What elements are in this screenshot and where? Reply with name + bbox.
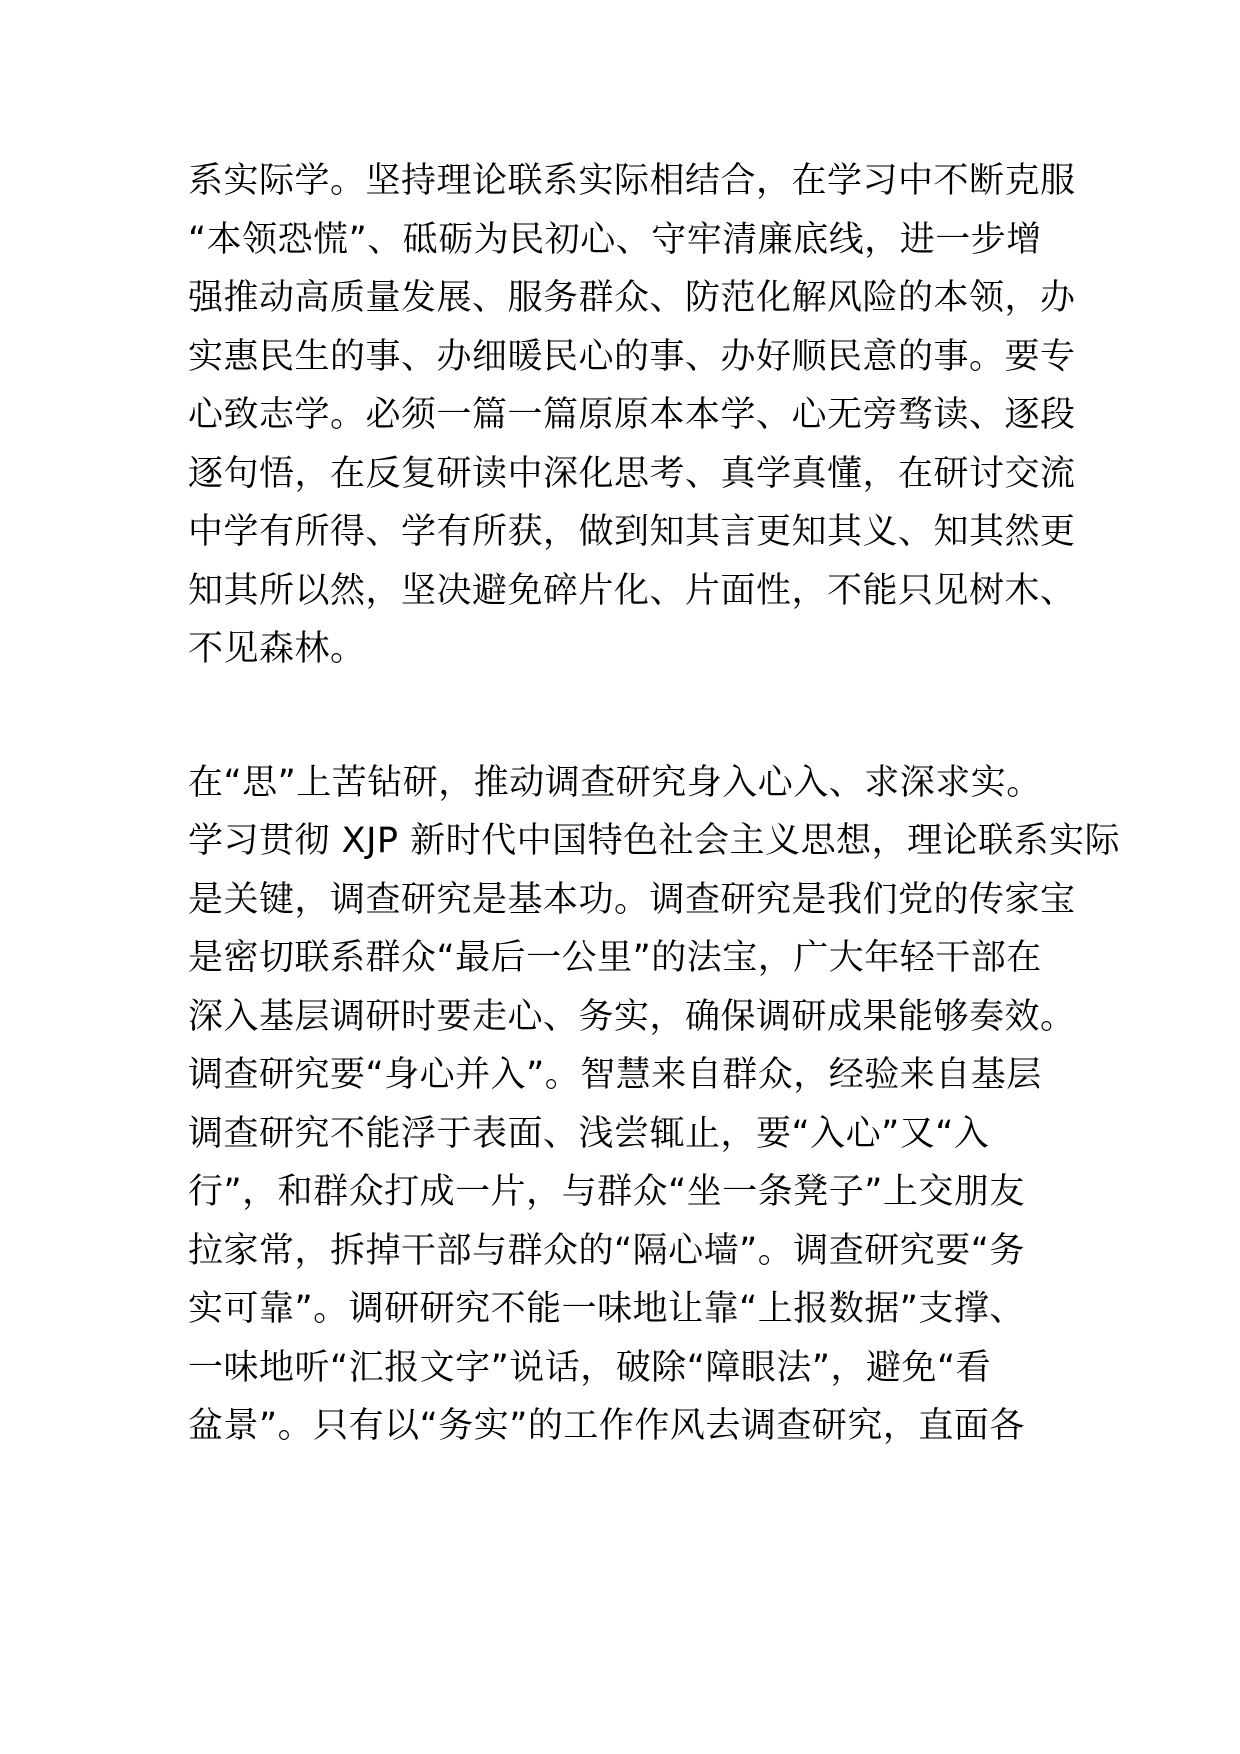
text-line: 一味地听“汇报文字”说话，破除“障眼法”，避免“看	[188, 1348, 992, 1388]
text-line: 强推动高质量发展、服务群众、防范化解风险的本领，办	[188, 278, 1076, 318]
text-line: 系实际学。坚持理论联系实际相结合，在学习中不断克服	[188, 161, 1076, 201]
text-line: 调查研究不能浮于表面、浅尝辄止，要“入心”又“入	[188, 1114, 990, 1154]
text-line: 是密切联系群众“最后一公里”的法宝，广大年轻干部在	[188, 938, 1042, 978]
text-line: 实惠民生的事、办细暖民心的事、办好顺民意的事。要专	[188, 337, 1076, 377]
text-line: 学习贯彻 XJP 新时代中国特色社会主义思想，理论联系实际	[188, 821, 1121, 861]
text-line: 逐句悟，在反复研读中深化思考、真学真懂，在研讨交流	[188, 454, 1076, 494]
text-line: 调查研究要“身心并入”。智慧来自群众，经验来自基层	[188, 1055, 1042, 1095]
text-line: 不见森林。	[188, 629, 366, 669]
text-line: “本领恐慌”、砥砺为民初心、守牢清廉底线，进一步增	[188, 220, 1042, 260]
text-line: 在“思”上苦钻研，推动调查研究身入心入、求深求实。	[188, 763, 1042, 803]
text-line: 深入基层调研时要走心、务实，确保调研成果能够奏效。	[188, 997, 1076, 1037]
text-line: 行”，和群众打成一片，与群众“坐一条凳子”上交朋友	[188, 1172, 1025, 1212]
text-line: 心致志学。必须一篇一篇原原本本学、心无旁骛读、逐段	[188, 395, 1076, 435]
text-line: 中学有所得、学有所获，做到知其言更知其义、知其然更	[188, 512, 1076, 552]
text-line: 实可靠”。调研研究不能一味地让靠“上报数据”支撑、	[188, 1289, 1025, 1329]
text-line: 知其所以然，坚决避免碎片化、片面性，不能只见树木、	[188, 571, 1076, 611]
text-line: 是关键，调查研究是基本功。调查研究是我们党的传家宝	[188, 880, 1076, 920]
text-line: 拉家常，拆掉干部与群众的“隔心墙”。调查研究要“务	[188, 1231, 1025, 1271]
text-line: 盆景”。只有以“务实”的工作作风去调查研究，直面各	[188, 1406, 1025, 1446]
